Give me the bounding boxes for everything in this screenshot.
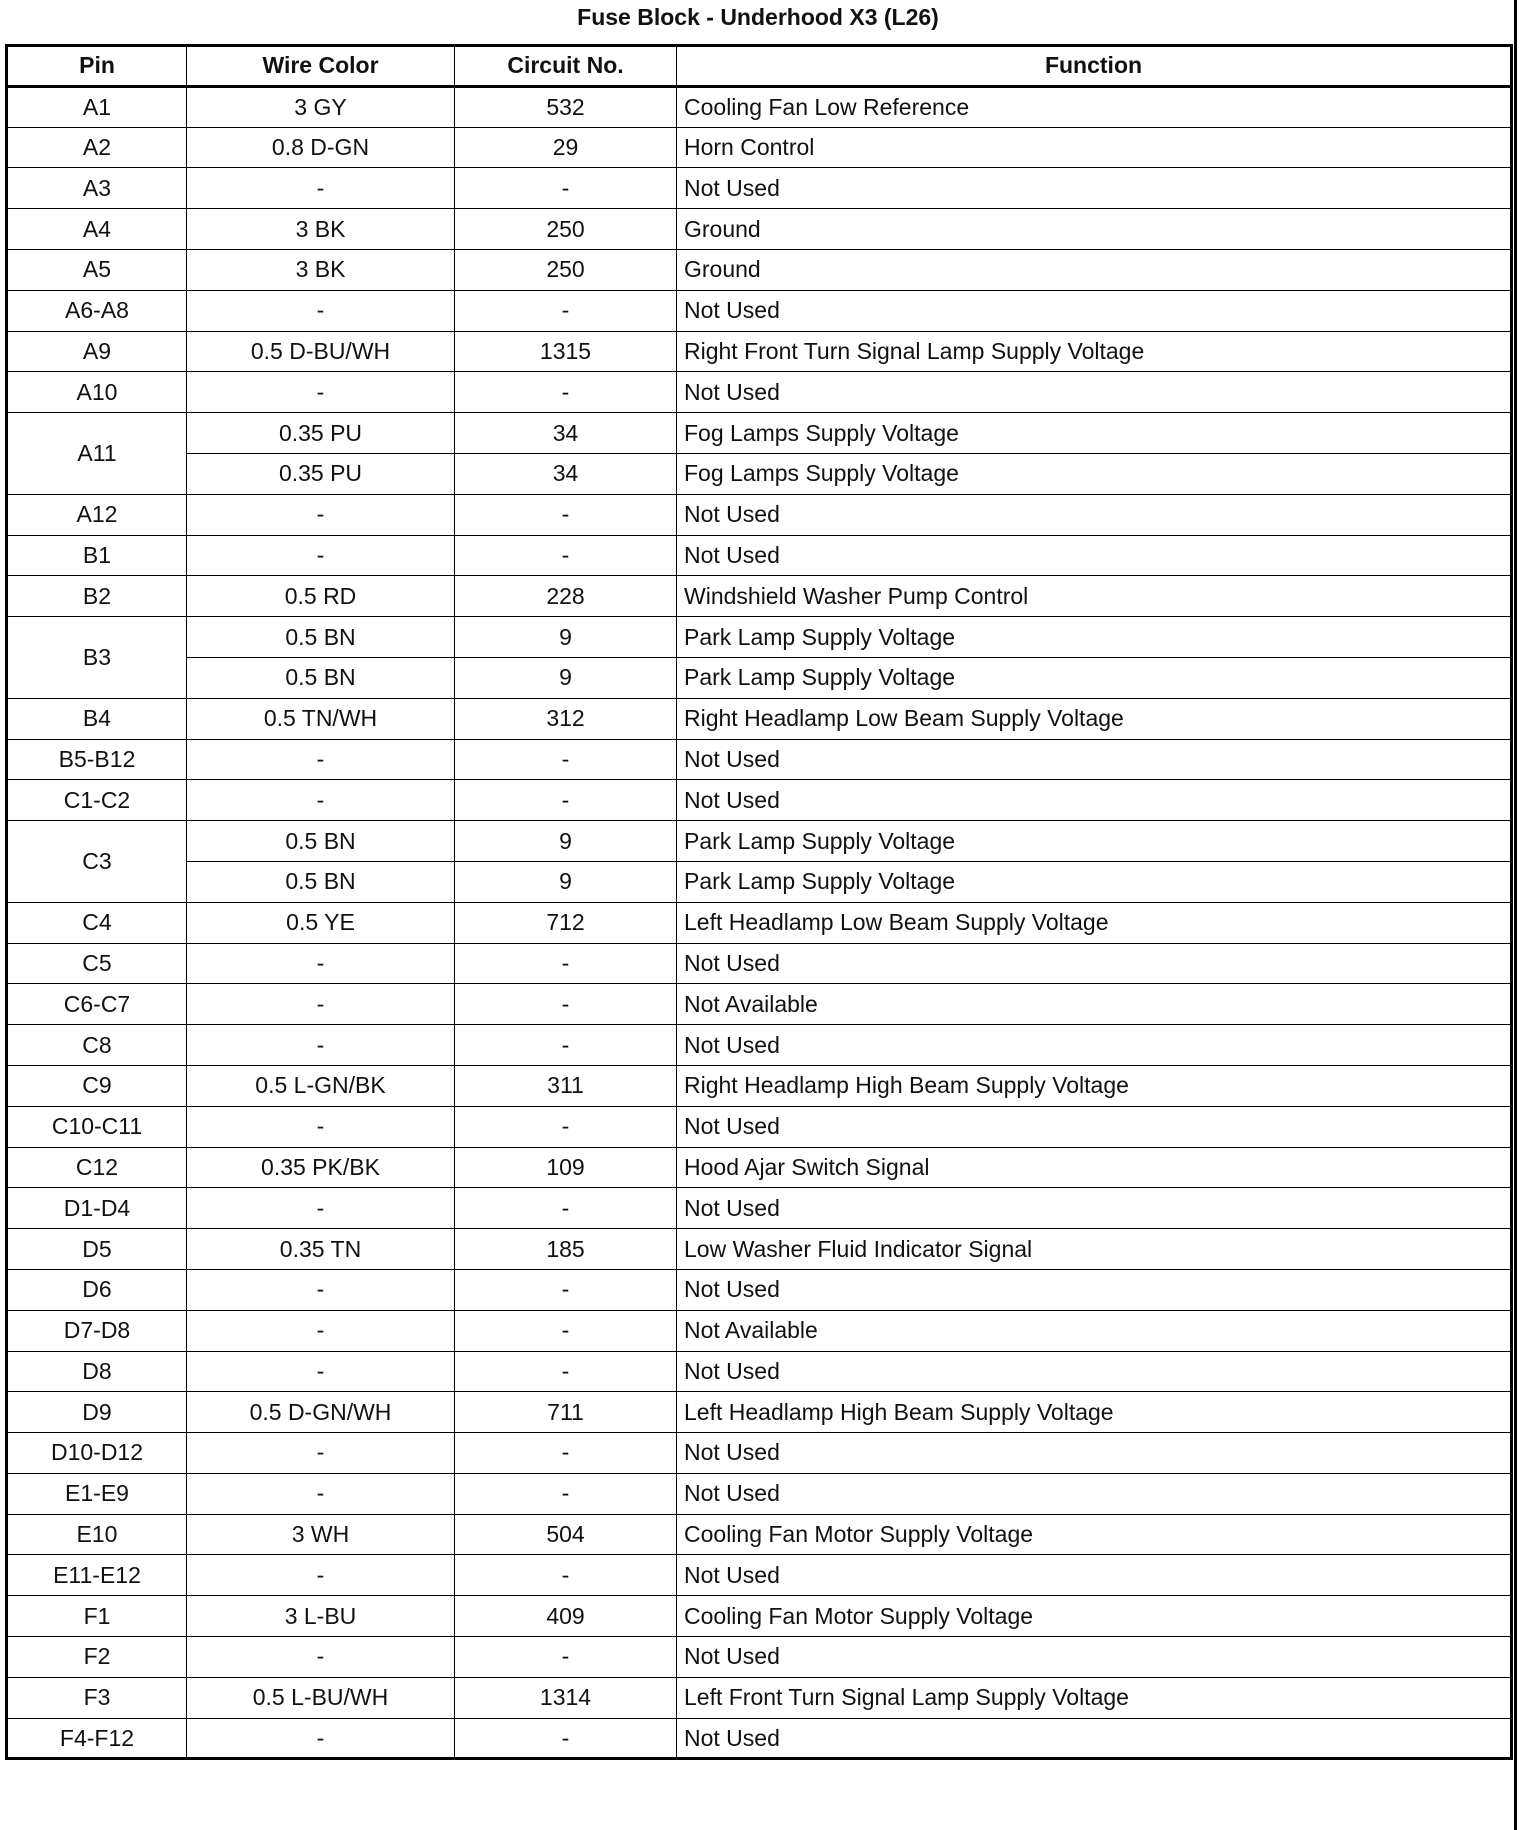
wire-color-cell: -	[187, 535, 455, 576]
table-row	[7, 1188, 1512, 1229]
table-row	[7, 657, 1512, 698]
circuit-no-cell: 311	[455, 1065, 677, 1106]
table-row	[7, 943, 1512, 984]
circuit-no-cell: 409	[455, 1596, 677, 1637]
pin-cell: E11-E12	[7, 1555, 187, 1596]
pin-cell: A11	[7, 413, 187, 495]
circuit-no-cell: 712	[455, 902, 677, 943]
wire-color-cell: 3 BK	[187, 249, 455, 290]
wire-color-cell: 0.5 D-BU/WH	[187, 331, 455, 372]
circuit-no-cell: -	[455, 372, 677, 413]
pin-cell: A2	[7, 127, 187, 168]
pin-cell: A10	[7, 372, 187, 413]
pin-cell: B2	[7, 576, 187, 617]
function-cell: Not Used	[677, 943, 1512, 984]
function-cell: Not Used	[677, 1473, 1512, 1514]
wire-color-cell: -	[187, 372, 455, 413]
pin-cell: E10	[7, 1514, 187, 1555]
circuit-no-cell: -	[455, 535, 677, 576]
header-pin: Pin	[7, 46, 187, 87]
circuit-no-cell: 711	[455, 1392, 677, 1433]
table-title: Fuse Block - Underhood X3 (L26)	[577, 4, 939, 30]
table-row	[7, 1473, 1512, 1514]
table-row	[7, 739, 1512, 780]
pin-cell: D5	[7, 1229, 187, 1270]
pin-cell: F3	[7, 1677, 187, 1718]
wire-color-cell: 3 BK	[187, 209, 455, 250]
wire-color-cell: 3 WH	[187, 1514, 455, 1555]
wire-color-cell: 3 GY	[187, 86, 455, 127]
table-row	[7, 331, 1512, 372]
circuit-no-cell: 250	[455, 209, 677, 250]
function-cell: Left Front Turn Signal Lamp Supply Voltage	[677, 1677, 1512, 1718]
circuit-no-cell: 250	[455, 249, 677, 290]
table-row	[7, 984, 1512, 1025]
table-row	[7, 209, 1512, 250]
table-row	[7, 576, 1512, 617]
circuit-no-cell: -	[455, 1473, 677, 1514]
function-cell: Cooling Fan Low Reference	[677, 86, 1512, 127]
table-row	[7, 617, 1512, 658]
pin-cell: C9	[7, 1065, 187, 1106]
circuit-no-cell: 9	[455, 861, 677, 902]
table-row	[7, 1229, 1512, 1270]
function-cell: Not Used	[677, 372, 1512, 413]
wire-color-cell: -	[187, 1718, 455, 1759]
table-row	[7, 780, 1512, 821]
wire-color-cell: -	[187, 739, 455, 780]
pin-cell: C8	[7, 1025, 187, 1066]
wire-color-cell: 0.5 D-GN/WH	[187, 1392, 455, 1433]
table-row	[7, 1637, 1512, 1678]
table-row	[7, 1677, 1512, 1718]
wire-color-cell: 0.5 RD	[187, 576, 455, 617]
pin-cell: A12	[7, 494, 187, 535]
function-cell: Not Used	[677, 290, 1512, 331]
function-cell: Not Used	[677, 494, 1512, 535]
circuit-no-cell: -	[455, 1106, 677, 1147]
circuit-no-cell: 312	[455, 698, 677, 739]
page-right-border	[1514, 0, 1517, 1830]
table-row	[7, 861, 1512, 902]
pin-cell: A3	[7, 168, 187, 209]
pin-cell: D7-D8	[7, 1310, 187, 1351]
function-cell: Park Lamp Supply Voltage	[677, 657, 1512, 698]
function-cell: Right Headlamp Low Beam Supply Voltage	[677, 698, 1512, 739]
wire-color-cell: 0.8 D-GN	[187, 127, 455, 168]
function-cell: Not Available	[677, 984, 1512, 1025]
function-cell: Park Lamp Supply Voltage	[677, 617, 1512, 658]
pin-cell: D8	[7, 1351, 187, 1392]
pin-cell: A6-A8	[7, 290, 187, 331]
pin-cell: C1-C2	[7, 780, 187, 821]
wire-color-cell: 0.5 BN	[187, 821, 455, 862]
circuit-no-cell: 1315	[455, 331, 677, 372]
function-cell: Right Front Turn Signal Lamp Supply Voltage	[677, 331, 1512, 372]
table-row	[7, 413, 1512, 454]
wire-color-cell: -	[187, 1188, 455, 1229]
table-row	[7, 535, 1512, 576]
circuit-no-cell: 228	[455, 576, 677, 617]
table-row	[7, 372, 1512, 413]
pin-cell: C10-C11	[7, 1106, 187, 1147]
wire-color-cell: 0.35 TN	[187, 1229, 455, 1270]
pin-cell: F4-F12	[7, 1718, 187, 1759]
function-cell: Not Used	[677, 1433, 1512, 1474]
function-cell: Ground	[677, 249, 1512, 290]
function-cell: Not Used	[677, 535, 1512, 576]
function-cell: Fog Lamps Supply Voltage	[677, 453, 1512, 494]
wire-color-cell: 0.35 PU	[187, 413, 455, 454]
table-row	[7, 453, 1512, 494]
header-circuit-no: Circuit No.	[455, 46, 677, 87]
circuit-no-cell: 185	[455, 1229, 677, 1270]
circuit-no-cell: 29	[455, 127, 677, 168]
table-row	[7, 1269, 1512, 1310]
function-cell: Left Headlamp High Beam Supply Voltage	[677, 1392, 1512, 1433]
wire-color-cell: 0.35 PK/BK	[187, 1147, 455, 1188]
pin-cell: A5	[7, 249, 187, 290]
function-cell: Not Used	[677, 780, 1512, 821]
pin-cell: E1-E9	[7, 1473, 187, 1514]
function-cell: Not Used	[677, 1269, 1512, 1310]
pin-cell: A1	[7, 86, 187, 127]
table-row	[7, 168, 1512, 209]
circuit-no-cell: -	[455, 1188, 677, 1229]
pin-cell: B4	[7, 698, 187, 739]
function-cell: Not Used	[677, 1025, 1512, 1066]
wire-color-cell: -	[187, 1269, 455, 1310]
circuit-no-cell: -	[455, 290, 677, 331]
wire-color-cell: 0.5 YE	[187, 902, 455, 943]
function-cell: Not Used	[677, 1555, 1512, 1596]
function-cell: Horn Control	[677, 127, 1512, 168]
pin-cell: C3	[7, 821, 187, 903]
function-cell: Cooling Fan Motor Supply Voltage	[677, 1514, 1512, 1555]
table-row	[7, 821, 1512, 862]
pin-cell: C5	[7, 943, 187, 984]
table-row	[7, 1392, 1512, 1433]
pin-cell: B5-B12	[7, 739, 187, 780]
pin-cell: C6-C7	[7, 984, 187, 1025]
wire-color-cell: -	[187, 1310, 455, 1351]
function-cell: Not Used	[677, 1637, 1512, 1678]
function-cell: Windshield Washer Pump Control	[677, 576, 1512, 617]
function-cell: Right Headlamp High Beam Supply Voltage	[677, 1065, 1512, 1106]
table-row	[7, 1106, 1512, 1147]
table-row	[7, 86, 1512, 127]
table-body	[7, 86, 1512, 1759]
table-row	[7, 1147, 1512, 1188]
wire-color-cell: 0.5 BN	[187, 861, 455, 902]
wire-color-cell: -	[187, 1473, 455, 1514]
circuit-no-cell: -	[455, 168, 677, 209]
pin-cell: F1	[7, 1596, 187, 1637]
pin-cell: A4	[7, 209, 187, 250]
wire-color-cell: -	[187, 168, 455, 209]
table-row	[7, 1310, 1512, 1351]
circuit-no-cell: 34	[455, 453, 677, 494]
circuit-no-cell: -	[455, 494, 677, 535]
circuit-no-cell: 9	[455, 617, 677, 658]
circuit-no-cell: -	[455, 943, 677, 984]
function-cell: Park Lamp Supply Voltage	[677, 821, 1512, 862]
pin-cell: C4	[7, 902, 187, 943]
function-cell: Not Used	[677, 1351, 1512, 1392]
function-cell: Not Available	[677, 1310, 1512, 1351]
circuit-no-cell: -	[455, 1718, 677, 1759]
pinout-table	[5, 44, 1513, 1760]
circuit-no-cell: -	[455, 1025, 677, 1066]
circuit-no-cell: 1314	[455, 1677, 677, 1718]
wire-color-cell: -	[187, 1637, 455, 1678]
table-row	[7, 494, 1512, 535]
wire-color-cell: -	[187, 494, 455, 535]
wire-color-cell: -	[187, 1351, 455, 1392]
pin-cell: D10-D12	[7, 1433, 187, 1474]
wire-color-cell: -	[187, 1433, 455, 1474]
circuit-no-cell: 9	[455, 657, 677, 698]
circuit-no-cell: -	[455, 1351, 677, 1392]
function-cell: Cooling Fan Motor Supply Voltage	[677, 1596, 1512, 1637]
table-row	[7, 902, 1512, 943]
wire-color-cell: 3 L-BU	[187, 1596, 455, 1637]
wire-color-cell: -	[187, 290, 455, 331]
function-cell: Low Washer Fluid Indicator Signal	[677, 1229, 1512, 1270]
header-wire-color: Wire Color	[187, 46, 455, 87]
function-cell: Fog Lamps Supply Voltage	[677, 413, 1512, 454]
function-cell: Not Used	[677, 1718, 1512, 1759]
function-cell: Not Used	[677, 739, 1512, 780]
table-row	[7, 1596, 1512, 1637]
table-row	[7, 1718, 1512, 1759]
wire-color-cell: -	[187, 1106, 455, 1147]
wire-color-cell: -	[187, 1025, 455, 1066]
circuit-no-cell: 109	[455, 1147, 677, 1188]
table-row	[7, 249, 1512, 290]
circuit-no-cell: -	[455, 1310, 677, 1351]
table-row	[7, 1555, 1512, 1596]
wire-color-cell: -	[187, 1555, 455, 1596]
wire-color-cell: -	[187, 943, 455, 984]
circuit-no-cell: 9	[455, 821, 677, 862]
wire-color-cell: 0.5 BN	[187, 617, 455, 658]
table-row	[7, 127, 1512, 168]
wire-color-cell: 0.5 BN	[187, 657, 455, 698]
pin-cell: F2	[7, 1637, 187, 1678]
pin-cell: D1-D4	[7, 1188, 187, 1229]
table-row	[7, 290, 1512, 331]
table-row	[7, 698, 1512, 739]
table-row	[7, 1433, 1512, 1474]
circuit-no-cell: 34	[455, 413, 677, 454]
function-cell: Not Used	[677, 1106, 1512, 1147]
wire-color-cell: 0.5 L-GN/BK	[187, 1065, 455, 1106]
circuit-no-cell: 504	[455, 1514, 677, 1555]
circuit-no-cell: -	[455, 1637, 677, 1678]
circuit-no-cell: -	[455, 984, 677, 1025]
table-row	[7, 1351, 1512, 1392]
header-function: Function	[677, 46, 1512, 87]
table-row	[7, 1514, 1512, 1555]
circuit-no-cell: -	[455, 1433, 677, 1474]
circuit-no-cell: -	[455, 739, 677, 780]
circuit-no-cell: -	[455, 780, 677, 821]
function-cell: Hood Ajar Switch Signal	[677, 1147, 1512, 1188]
pin-cell: B3	[7, 617, 187, 699]
pin-cell: D9	[7, 1392, 187, 1433]
pin-cell: A9	[7, 331, 187, 372]
circuit-no-cell: -	[455, 1269, 677, 1310]
table-header-row	[7, 46, 1512, 87]
wire-color-cell: 0.5 TN/WH	[187, 698, 455, 739]
function-cell: Not Used	[677, 1188, 1512, 1229]
pin-cell: C12	[7, 1147, 187, 1188]
pin-cell: B1	[7, 535, 187, 576]
wire-color-cell: 0.35 PU	[187, 453, 455, 494]
wire-color-cell: -	[187, 780, 455, 821]
wire-color-cell: 0.5 L-BU/WH	[187, 1677, 455, 1718]
function-cell: Park Lamp Supply Voltage	[677, 861, 1512, 902]
function-cell: Not Used	[677, 168, 1512, 209]
circuit-no-cell: 532	[455, 86, 677, 127]
function-cell: Left Headlamp Low Beam Supply Voltage	[677, 902, 1512, 943]
pin-cell: D6	[7, 1269, 187, 1310]
wire-color-cell: -	[187, 984, 455, 1025]
table-row	[7, 1025, 1512, 1066]
circuit-no-cell: -	[455, 1555, 677, 1596]
table-row	[7, 1065, 1512, 1106]
function-cell: Ground	[677, 209, 1512, 250]
